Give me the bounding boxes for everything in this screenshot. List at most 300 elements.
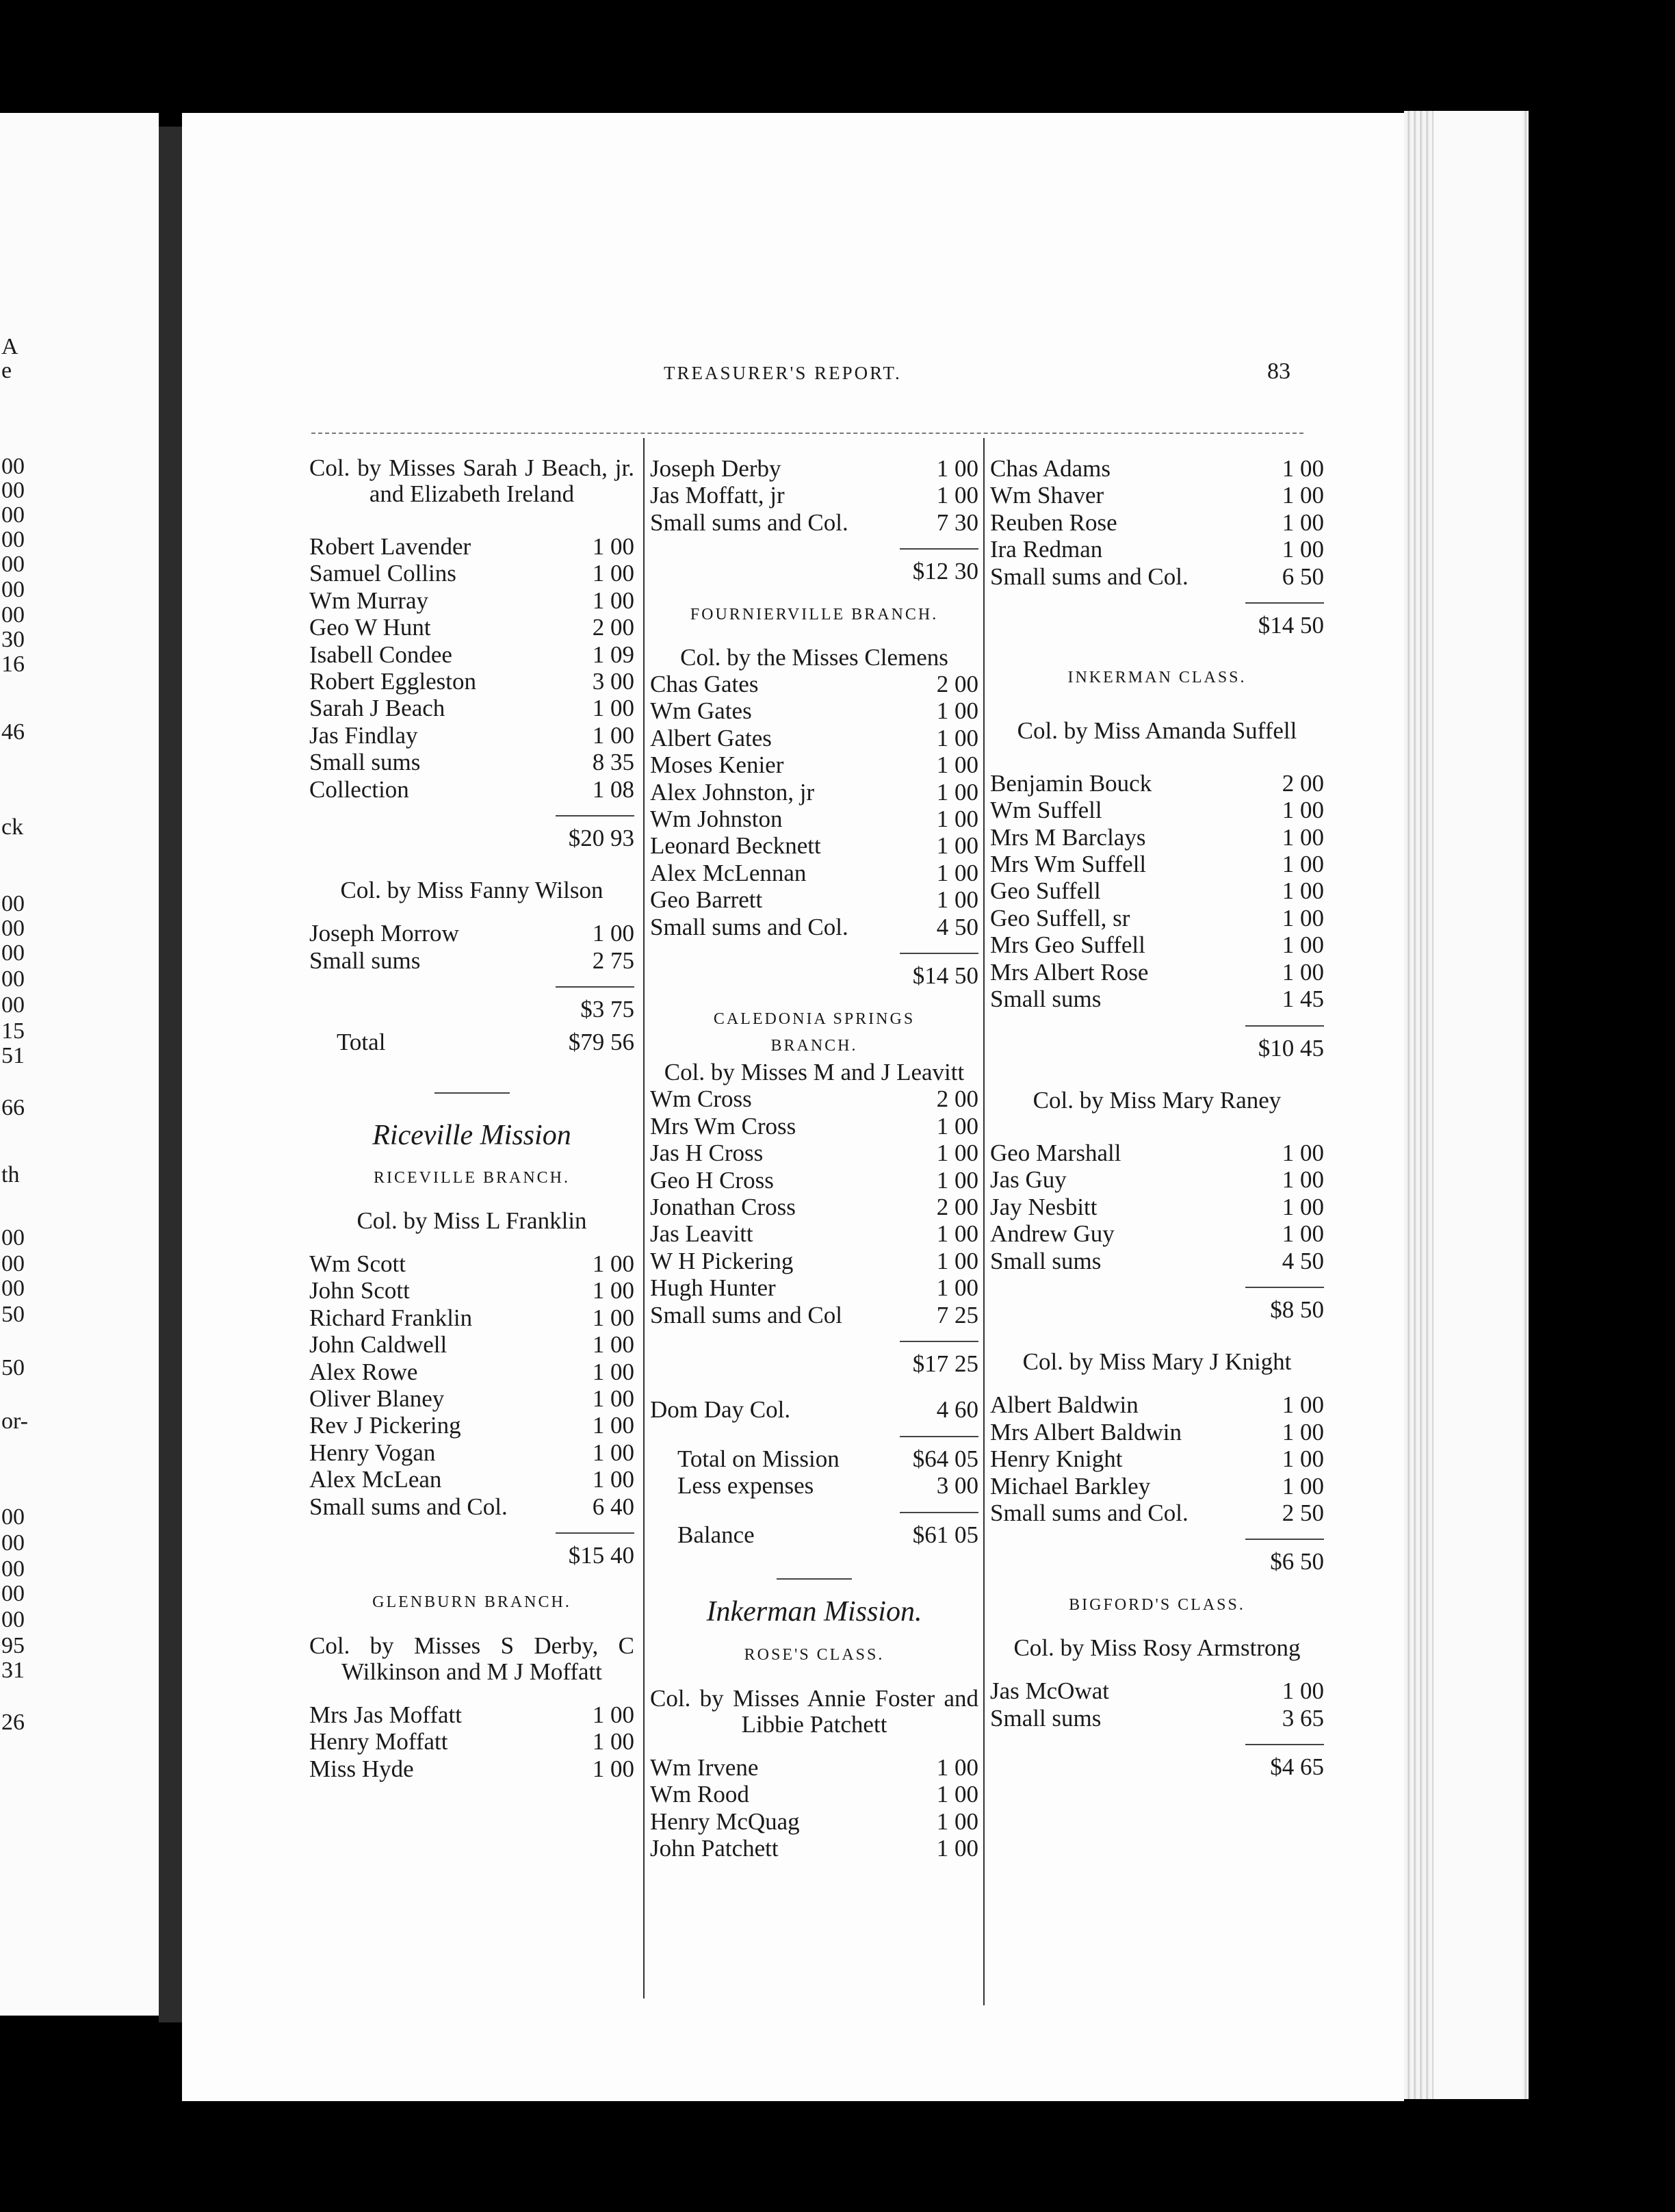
entry-name: Wm Rood [650,1781,749,1808]
facing-page-fragment: 00 [1,1607,25,1632]
facing-page-fragment: 50 [1,1302,25,1327]
less-expenses-amount: 3 00 [936,1472,978,1500]
entry-amount: 1 00 [1282,1166,1324,1194]
entry-row [990,1473,1324,1500]
entry-amount: 1 00 [1282,1139,1324,1166]
facing-page-fragment: 00 [1,454,25,479]
entry-name: Wm Johnston [650,806,783,833]
branch-title: ROSE'S CLASS. [744,1646,885,1664]
facing-page-fragment: 00 [1,966,25,992]
entry-amount: 1 00 [936,859,978,886]
entry-row [650,1140,978,1166]
entry-row [650,697,978,724]
branch-title: FOURNIERVILLE BRANCH. [690,605,939,623]
entry-amount: 1 00 [936,1781,978,1808]
entry-row [309,749,634,775]
collector-heading: Col. by the Misses Clemens [680,644,948,671]
entry-list [990,1677,1324,1732]
entry-name: Alex Rowe [309,1358,418,1385]
entry-name: Ira Redman [990,536,1103,563]
entry-name: Geo Marshall [990,1139,1121,1166]
subtotal: $8 50 [1270,1296,1324,1323]
entry-amount: 1 00 [592,721,634,749]
entry-amount: 1 00 [936,1808,978,1835]
entry-amount: 1 00 [936,697,978,725]
entry-name: Albert Gates [650,724,772,751]
entry-row [990,1391,1324,1418]
entry-name: Jas Leavitt [650,1220,753,1248]
entry-list [990,770,1324,1013]
subtotal: $20 93 [568,825,634,852]
entry-row [990,770,1324,797]
column-divider [643,438,645,1998]
subtotal: $12 30 [912,558,978,585]
facing-page-fragment: 95 [1,1633,25,1658]
entry-row [650,1302,978,1328]
facing-page-fragment: 00 [1,891,25,916]
entry-name: Small sums [309,749,421,776]
entry-name: John Scott [309,1277,410,1304]
entry-amount: 1 00 [1282,958,1324,986]
entry-row [990,455,1324,482]
entry-row [650,806,978,832]
entry-amount: 7 25 [936,1301,978,1328]
entry-amount: 1 00 [592,533,634,560]
entry-name: Small sums and Col. [650,509,848,536]
entry-name: Henry Knight [990,1445,1123,1473]
facing-page-fragment: 31 [1,1658,25,1683]
entry-amount: 2 50 [1282,1499,1324,1526]
entry-row [309,1304,634,1331]
entry-row [990,905,1324,931]
entry-amount: 1 45 [1282,986,1324,1013]
entry-row [990,509,1324,536]
entry-name: Geo Suffell, sr [990,904,1130,931]
entry-amount: 1 00 [936,832,978,860]
entry-amount: 3 65 [1282,1704,1324,1732]
subtotal-rule [900,548,978,558]
subtotal: $10 45 [1258,1034,1324,1062]
total-amount: $79 56 [568,1028,634,1055]
entry-row [990,797,1324,823]
entry-amount: 1 00 [936,1112,978,1140]
entry-amount: 2 00 [592,614,634,641]
entry-row [990,1248,1324,1274]
entry-amount: 1 00 [1282,1677,1324,1705]
facing-page-edge [0,113,159,2016]
entry-row [309,695,634,721]
book-gutter [159,127,182,2022]
entry-name: Isabell Condee [309,641,452,668]
entry-name: Albert Baldwin [990,1391,1139,1419]
entry-amount: 1 00 [592,1728,634,1756]
facing-page-fragment: 50 [1,1355,25,1380]
entry-row [309,614,634,641]
subtotal-rule [900,953,978,962]
entry-amount: 1 00 [1282,536,1324,563]
entry-list [650,1085,978,1328]
branch-title: GLENBURN BRANCH. [372,1593,571,1612]
entry-row [650,1167,978,1194]
collector-heading: Col. by Misses Sarah J Beach, jr. and Elizabeth Ireland [309,454,634,507]
entry-row [650,779,978,806]
entry-row [990,1705,1324,1732]
header-rule [311,433,1303,434]
entry-amount: 1 00 [592,920,634,947]
column-2 [650,455,978,1862]
collector-heading: Col. by Misses Annie Foster and Libbie Patchett [650,1684,978,1738]
entry-amount: 2 00 [1282,769,1324,797]
entry-amount: 1 00 [936,1835,978,1862]
entry-name: Rev J Pickering [309,1412,461,1439]
entry-name: Wm Gates [650,697,752,725]
entry-row [309,722,634,749]
entry-name: Mrs M Barclays [990,823,1146,851]
entry-amount: 6 40 [592,1493,634,1520]
column-divider [983,438,985,2005]
total-row [309,1029,634,1055]
facing-page-fragment: or- [1,1409,28,1434]
facing-page-fragment: 46 [1,719,25,745]
entry-name: Leonard Becknett [650,832,821,860]
facing-page-fragment: 16 [1,652,25,677]
entry-amount: 1 00 [592,1439,634,1466]
total-on-mission-amount: $64 05 [912,1445,978,1472]
entry-row [650,1194,978,1220]
facing-page-fragment: 00 [1,1530,25,1556]
entry-amount: 1 00 [1282,1445,1324,1473]
entry-row [650,1274,978,1301]
entry-name: Jonathan Cross [650,1193,796,1220]
entry-amount: 1 00 [1282,482,1324,509]
entry-row [650,832,978,859]
page-stack-edge-inner [1433,111,1522,2099]
entry-amount: 6 50 [1282,563,1324,590]
entry-name: Chas Adams [990,455,1111,482]
collector-heading: Col. by Miss Rosy Armstrong [1013,1634,1301,1662]
facing-page-fragment: 00 [1,940,25,966]
entry-row [990,824,1324,851]
entry-row [990,851,1324,877]
entry-name: W H Pickering [650,1247,794,1274]
entry-name: Mrs Wm Cross [650,1112,796,1140]
mission-title: Riceville Mission [372,1120,571,1152]
entry-row [650,1781,978,1808]
entry-name: Alex McLennan [650,859,807,886]
entry-name: Wm Scott [309,1250,406,1277]
entry-amount: 1 00 [936,1166,978,1194]
entry-name: Robert Lavender [309,533,471,560]
entry-row [309,1277,634,1304]
entry-row [309,1331,634,1358]
page-number: 83 [1267,359,1290,384]
entry-row [309,560,634,587]
entry-amount: 1 00 [592,1412,634,1439]
facing-page-fragment: 15 [1,1018,25,1044]
entry-name: Wm Irvene [650,1753,759,1781]
entry-list [650,1754,978,1862]
subtotal: $15 40 [568,1541,634,1569]
running-header: TREASURER'S REPORT. [664,363,902,383]
entry-name: Reuben Rose [990,509,1117,536]
entry-amount: 1 00 [936,1247,978,1274]
entry-name: John Patchett [650,1835,779,1862]
entry-row [650,455,978,482]
entry-amount: 1 00 [592,1466,634,1493]
entry-amount: 2 00 [936,1193,978,1220]
entry-name: Wm Cross [650,1085,752,1113]
entry-row [650,1754,978,1781]
entry-amount: 1 00 [1282,823,1324,851]
entry-amount: 1 00 [592,1385,634,1412]
entry-row [990,1419,1324,1445]
entry-row [309,668,634,695]
entry-row [990,877,1324,904]
subtotal-rule [556,815,634,825]
entry-amount: 1 00 [936,724,978,751]
entry-row [650,1220,978,1247]
collector-heading: Col. by Miss L Franklin [356,1207,587,1234]
entry-row [309,1466,634,1493]
subtotal: $14 50 [1258,612,1324,639]
entry-amount: 1 00 [936,778,978,806]
facing-page-fragment: 00 [1,1581,25,1606]
entry-row [650,860,978,886]
subtotal: $4 65 [1270,1753,1324,1780]
entry-row [650,482,978,509]
branch-title: CALEDONIA SPRINGS [713,1009,916,1028]
entry-list [309,920,634,974]
entry-amount: 1 00 [592,1358,634,1385]
entry-row [990,1220,1324,1247]
collector-heading: Col. by Miss Fanny Wilson [340,877,603,904]
entry-name: Small sums [990,986,1102,1013]
entry-amount: 1 00 [592,1755,634,1782]
entry-name: Wm Shaver [990,482,1104,509]
entry-name: Wm Suffell [990,797,1102,824]
entry-row [650,1113,978,1140]
facing-page-fragment: 00 [1,1251,25,1276]
entry-amount: 2 75 [592,947,634,974]
subtotal-rule [900,1341,978,1350]
collector-heading: Col. by Miss Mary J Knight [1022,1348,1292,1376]
subtotal-rule [900,1436,978,1445]
entry-name: John Caldwell [309,1331,447,1359]
entry-amount: 1 00 [592,695,634,722]
balance-label: Balance [677,1521,755,1548]
entry-name: Geo Suffell [990,877,1101,905]
subtotal: $17 25 [912,1350,978,1377]
entry-row [650,886,978,913]
entry-row [650,751,978,778]
less-expenses-row [650,1472,978,1499]
facing-page-fragment: 00 [1,502,25,528]
entry-name: Jas Guy [990,1166,1067,1194]
entry-name: Mrs Geo Suffell [990,931,1145,959]
entry-name: Oliver Blaney [309,1385,445,1412]
entry-name: Mrs Albert Rose [990,958,1149,986]
subtotal: $3 75 [580,996,634,1023]
entry-name: Jas McOwat [990,1677,1109,1705]
balance-amount: $61 05 [912,1521,978,1548]
subtotal-rule [556,986,634,996]
entry-name: Wm Murray [309,587,428,614]
entry-row [650,1248,978,1274]
entry-list [650,455,978,536]
branch-title: RICEVILLE BRANCH. [374,1168,570,1187]
subtotal-rule [1245,602,1324,612]
facing-page-fragment: 51 [1,1043,25,1068]
entry-amount: 1 00 [1282,877,1324,905]
entry-amount: 1 00 [936,482,978,509]
entry-row [990,1166,1324,1193]
total-on-mission-row [650,1445,978,1472]
entry-row [990,1445,1324,1472]
facing-page-fragment: th [1,1162,20,1187]
entry-row [309,776,634,803]
entry-amount: 2 00 [936,1085,978,1113]
entry-row [650,1808,978,1835]
entry-amount: 3 00 [592,668,634,695]
facing-page-fragment: ck [1,814,24,840]
entry-row [309,1412,634,1439]
entry-row [650,1835,978,1862]
entry-name: Mrs Albert Baldwin [990,1418,1182,1445]
entry-name: Small sums [990,1704,1102,1732]
facing-page-fragment: 00 [1,478,25,503]
entry-amount: 1 00 [936,1753,978,1781]
entry-row [990,1500,1324,1526]
entry-row [309,533,634,560]
facing-page-fragment: 30 [1,627,25,652]
entry-amount: 1 00 [592,1250,634,1277]
mission-title: Inkerman Mission. [706,1596,922,1628]
entry-amount: 1 00 [1282,931,1324,959]
entry-row [309,1439,634,1466]
facing-page-fragment: 00 [1,527,25,552]
entry-name: Andrew Guy [990,1220,1115,1248]
entry-list [990,1140,1324,1274]
entry-amount: 1 00 [936,1140,978,1167]
entry-name: Robert Eggleston [309,668,476,695]
domday-row [650,1396,978,1423]
entry-row [990,986,1324,1012]
entry-amount: 1 00 [936,751,978,779]
entry-name: Richard Franklin [309,1304,473,1331]
entry-amount: 1 00 [592,1701,634,1728]
facing-page-fragment: e [1,358,12,383]
entry-amount: 1 00 [936,455,978,482]
column-3 [990,455,1324,1780]
facing-page-fragment: 00 [1,1276,25,1301]
entry-amount: 1 09 [592,641,634,668]
entry-amount: 1 00 [592,560,634,587]
subtotal-rule [900,1512,978,1521]
entry-name: Collection [309,775,409,803]
entry-amount: 1 00 [592,1304,634,1331]
entry-row [990,1140,1324,1166]
entry-row [990,536,1324,563]
entry-amount: 1 00 [1282,455,1324,482]
entry-name: Alex McLean [309,1466,442,1493]
entry-name: Jas Findlay [309,721,418,749]
entry-amount: 8 35 [592,749,634,776]
entry-row [309,1493,634,1520]
entry-name: Chas Gates [650,671,759,698]
entry-name: Small sums and Col. [309,1493,508,1520]
entry-amount: 7 30 [936,509,978,536]
entry-amount: 1 00 [936,886,978,914]
entry-amount: 1 00 [936,1274,978,1302]
entry-list [990,455,1324,590]
entry-amount: 4 50 [936,913,978,940]
entry-name: Henry Moffatt [309,1728,448,1756]
entry-name: Henry Vogan [309,1439,436,1466]
entry-name: Alex Johnston, jr [650,778,815,806]
entry-row [650,914,978,940]
entry-amount: 1 00 [1282,904,1324,931]
entry-amount: 4 50 [1282,1247,1324,1274]
entry-amount: 1 00 [592,1331,634,1359]
domday-amount: 4 60 [936,1396,978,1424]
entry-amount: 1 00 [1282,509,1324,536]
subtotal-rule [1245,1025,1324,1035]
facing-page-fragment: 66 [1,1095,25,1120]
balance-row [650,1521,978,1548]
facing-page-fragment: A [1,334,18,359]
entry-amount: 1 00 [1282,797,1324,824]
entry-row [309,1250,634,1277]
entry-name: Geo W Hunt [309,614,431,641]
entry-name: Jas Moffatt, jr [650,482,785,509]
subtotal-rule [1245,1744,1324,1753]
total-label: Total [337,1028,386,1055]
entry-amount: 1 00 [936,1220,978,1248]
total-on-mission-label: Total on Mission [677,1445,840,1472]
entry-row [309,1385,634,1412]
facing-page-fragment: 00 [1,1504,25,1530]
subtotal: $6 50 [1270,1548,1324,1576]
entry-row [990,482,1324,509]
entry-row [990,931,1324,958]
domday-label: Dom Day Col. [650,1396,791,1424]
entry-name: Benjamin Bouck [990,769,1152,797]
entry-list [309,1701,634,1782]
entry-row [309,641,634,668]
entry-amount: 1 08 [592,775,634,803]
entry-row [990,959,1324,986]
facing-page-fragment: 26 [1,1710,25,1735]
branch-title: BRANCH. [770,1036,858,1055]
entry-row [650,671,978,697]
entry-name: Miss Hyde [309,1755,414,1782]
entry-name: Sarah J Beach [309,695,445,722]
entry-name: Small sums and Col. [990,1499,1189,1526]
entry-name: Mrs Jas Moffatt [309,1701,462,1728]
entry-name: Mrs Wm Suffell [990,851,1147,878]
entry-name: Henry McQuag [650,1808,800,1835]
entry-amount: 1 00 [1282,851,1324,878]
entry-amount: 1 00 [592,587,634,614]
less-expenses-label: Less expenses [677,1472,814,1500]
entry-name: Small sums and Col. [650,913,848,940]
entry-row [309,587,634,614]
entry-list [650,671,978,940]
entry-row [650,509,978,536]
entry-name: Joseph Morrow [309,920,459,947]
facing-page-fragment: 00 [1,992,25,1018]
entry-row [650,725,978,751]
